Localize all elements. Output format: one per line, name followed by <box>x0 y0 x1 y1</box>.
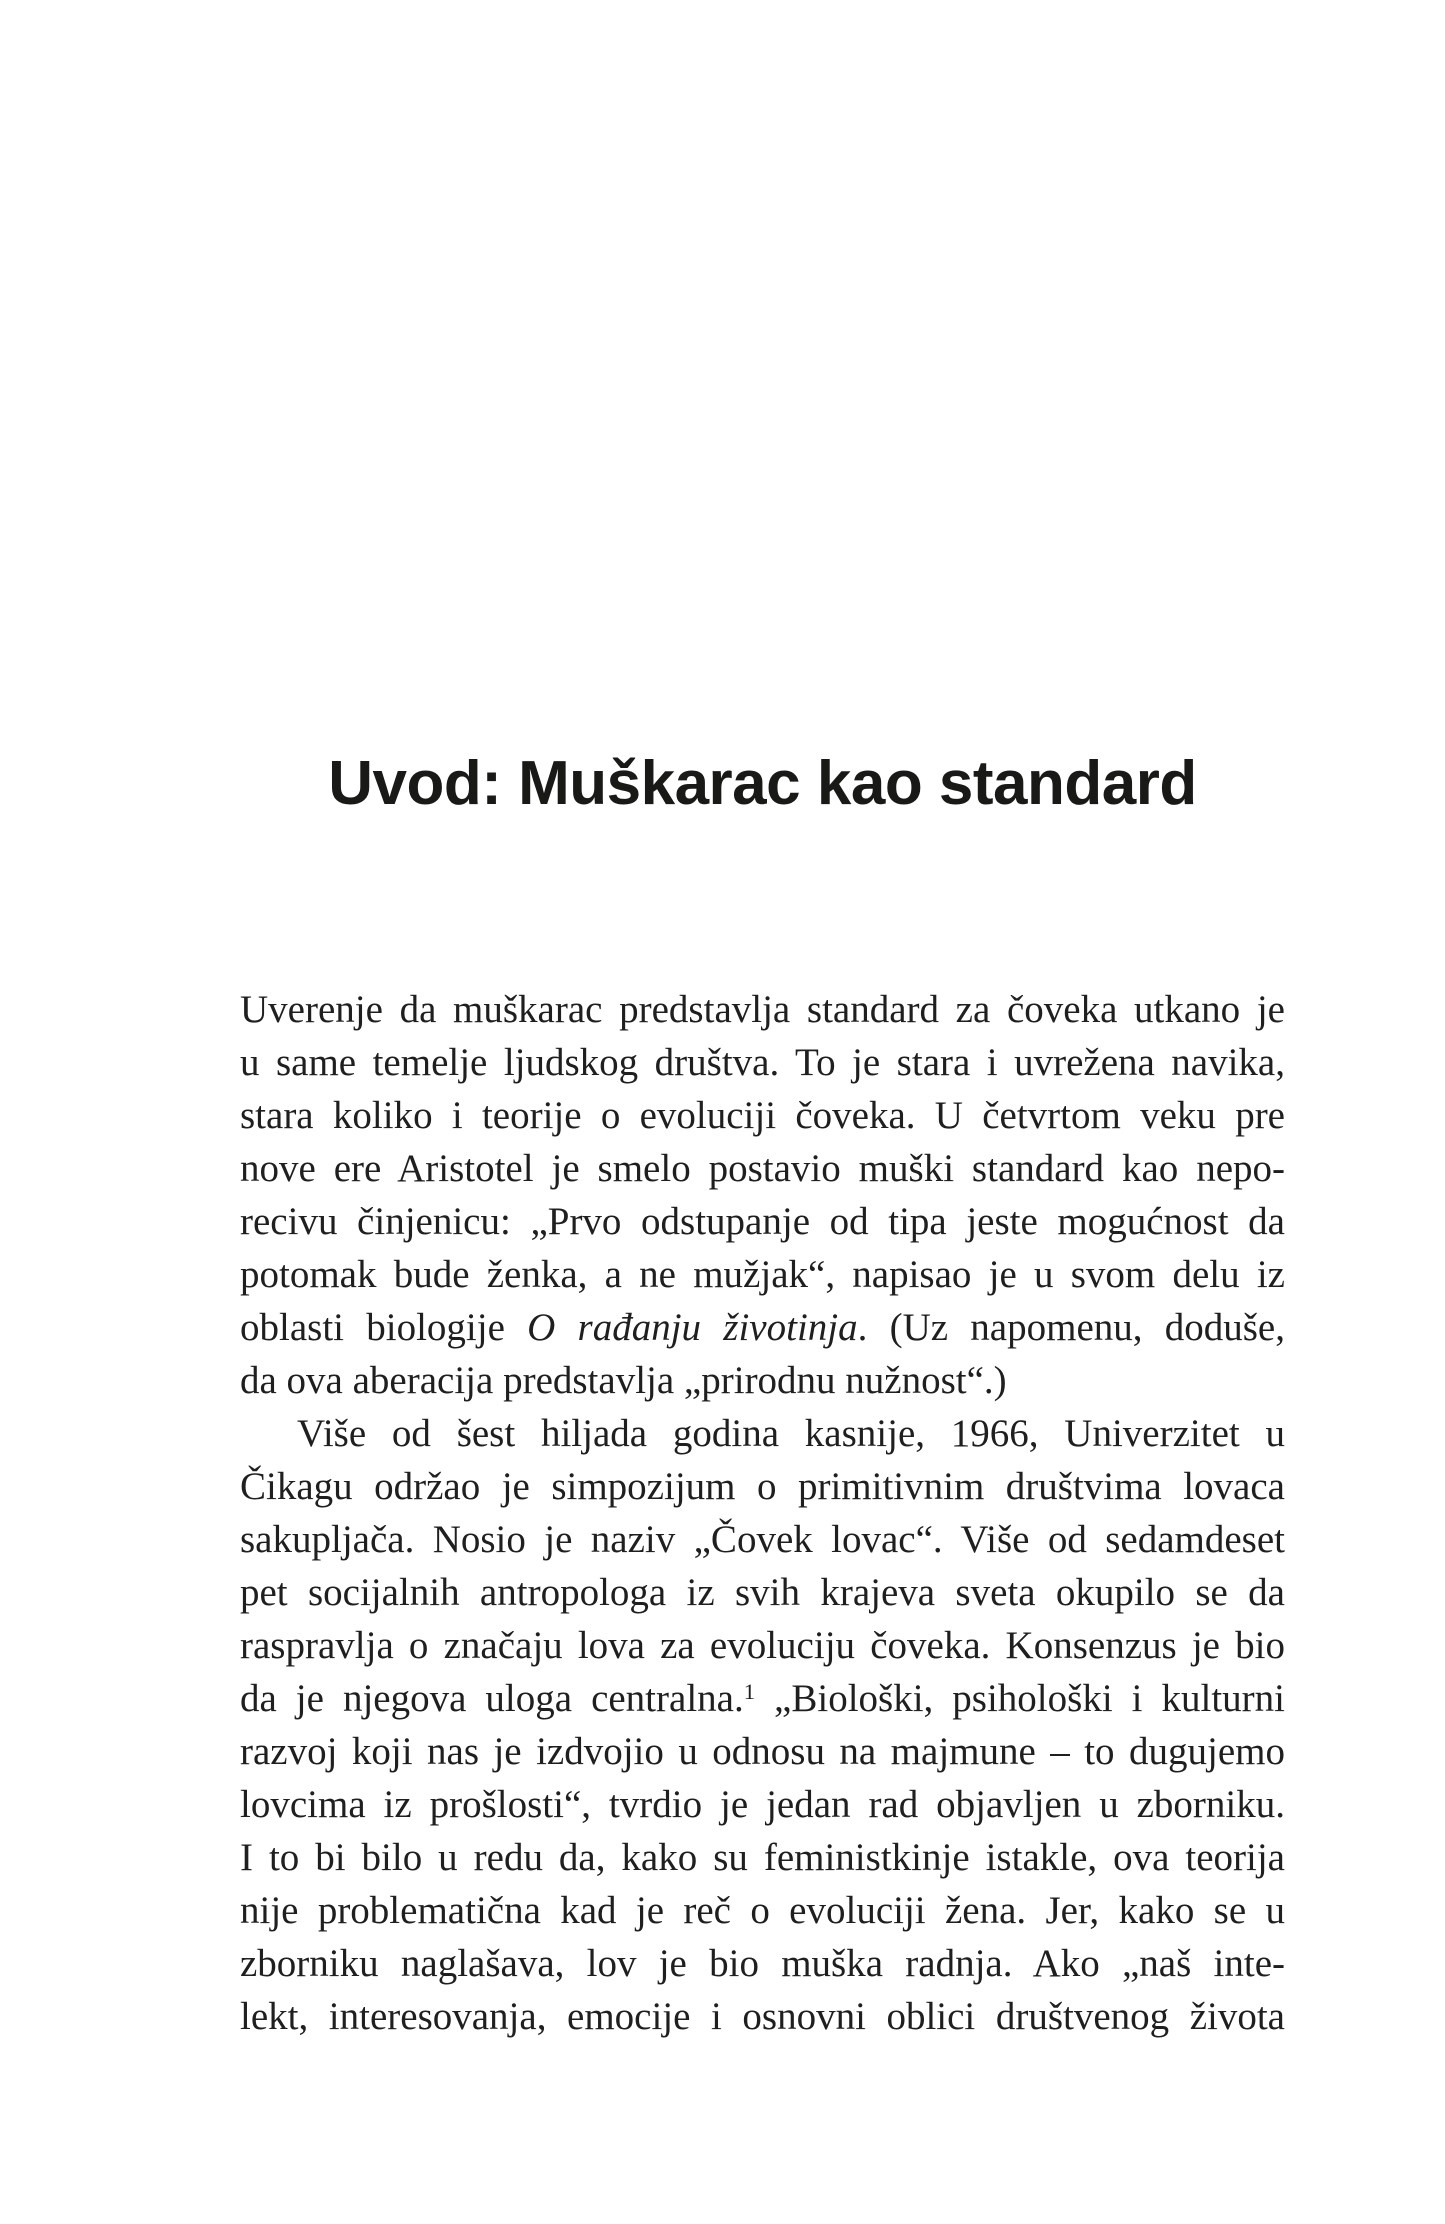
text-segment: nove ere Aristotel je smelo postavio muški standard kao nepo- <box>240 1147 1285 1190</box>
text-segment: zborniku naglašava, lov je bio muška radnja. Ako „naš inte- <box>240 1942 1285 1985</box>
text-line <box>240 1407 1285 1460</box>
text-line <box>240 1725 1285 1778</box>
text-line <box>240 1513 1285 1566</box>
text-line <box>240 1937 1285 1990</box>
text-segment: pet socijalnih antropologa iz svih krajeva sveta okupilo se da <box>240 1571 1285 1614</box>
text-line <box>240 1248 1285 1301</box>
text-line <box>240 1990 1285 2043</box>
text-block <box>240 983 1285 2043</box>
text-line <box>240 1460 1285 1513</box>
text-segment: Uverenje da muškarac predstavlja standard za čoveka utkano je <box>240 988 1285 1031</box>
text-segment: recivu činjenicu: „Prvo odstupanje od tipa jeste mogućnost da <box>240 1200 1285 1243</box>
text-line <box>240 1566 1285 1619</box>
text-segment: . (Uz napomenu, doduše, <box>857 1306 1285 1349</box>
text-segment: da ova aberacija predstavlja „prirodnu nužnost“.) <box>240 1359 1007 1402</box>
text-segment: razvoj koji nas je izdvojio u odnosu na majmune – to dugujemo <box>240 1730 1285 1773</box>
text-line <box>240 1301 1285 1354</box>
text-segment: u same temelje ljudskog društva. To je stara i uvrežena navika, <box>240 1041 1285 1084</box>
text-line <box>240 1672 1285 1725</box>
text-line <box>240 1884 1285 1937</box>
text-line <box>240 983 1285 1036</box>
text-segment: O rađanju životinja <box>527 1306 858 1349</box>
text-segment: raspravlja o značaju lova za evoluciju čoveka. Konsenzus je bio <box>240 1624 1285 1667</box>
text-segment: potomak bude ženka, a ne mužjak“, napisao je u svom delu iz <box>240 1253 1285 1296</box>
text-segment: stara koliko i teorije o evoluciji čoveka. U četvrtom veku pre <box>240 1094 1285 1137</box>
text-line <box>240 1831 1285 1884</box>
text-line <box>240 1778 1285 1831</box>
text-segment: Više od šest hiljada godina kasnije, 1966, Univerzitet u <box>297 1412 1285 1455</box>
footnote-reference: 1 <box>743 1678 756 1704</box>
text-segment: nije problematična kad je reč o evoluciji žena. Jer, kako se u <box>240 1889 1285 1932</box>
text-line <box>240 1195 1285 1248</box>
text-line <box>240 1354 1285 1407</box>
text-segment: lovcima iz prošlosti“, tvrdio je jedan rad objavljen u zborniku. <box>240 1783 1285 1826</box>
text-segment: Čikagu održao je simpozijum o primitivnim društvima lovaca <box>240 1465 1285 1508</box>
text-segment: da je njegova uloga centralna. <box>240 1677 744 1720</box>
text-segment: lekt, interesovanja, emocije i osnovni oblici društvenog života <box>240 1995 1285 2038</box>
text-line <box>240 1036 1285 1089</box>
text-line <box>240 1619 1285 1672</box>
chapter-title: Uvod: Muškarac kao standard <box>328 748 1197 818</box>
text-segment: oblasti biologije <box>240 1306 528 1349</box>
text-line <box>240 1089 1285 1142</box>
text-segment: sakupljača. Nosio je naziv „Čovek lovac“. Više od sedamdeset <box>240 1518 1285 1561</box>
text-segment: I to bi bilo u redu da, kako su feministkinje istakle, ova teorija <box>240 1836 1285 1879</box>
text-line <box>240 1142 1285 1195</box>
text-segment: „Biološki, psihološki i kulturni <box>755 1677 1285 1720</box>
